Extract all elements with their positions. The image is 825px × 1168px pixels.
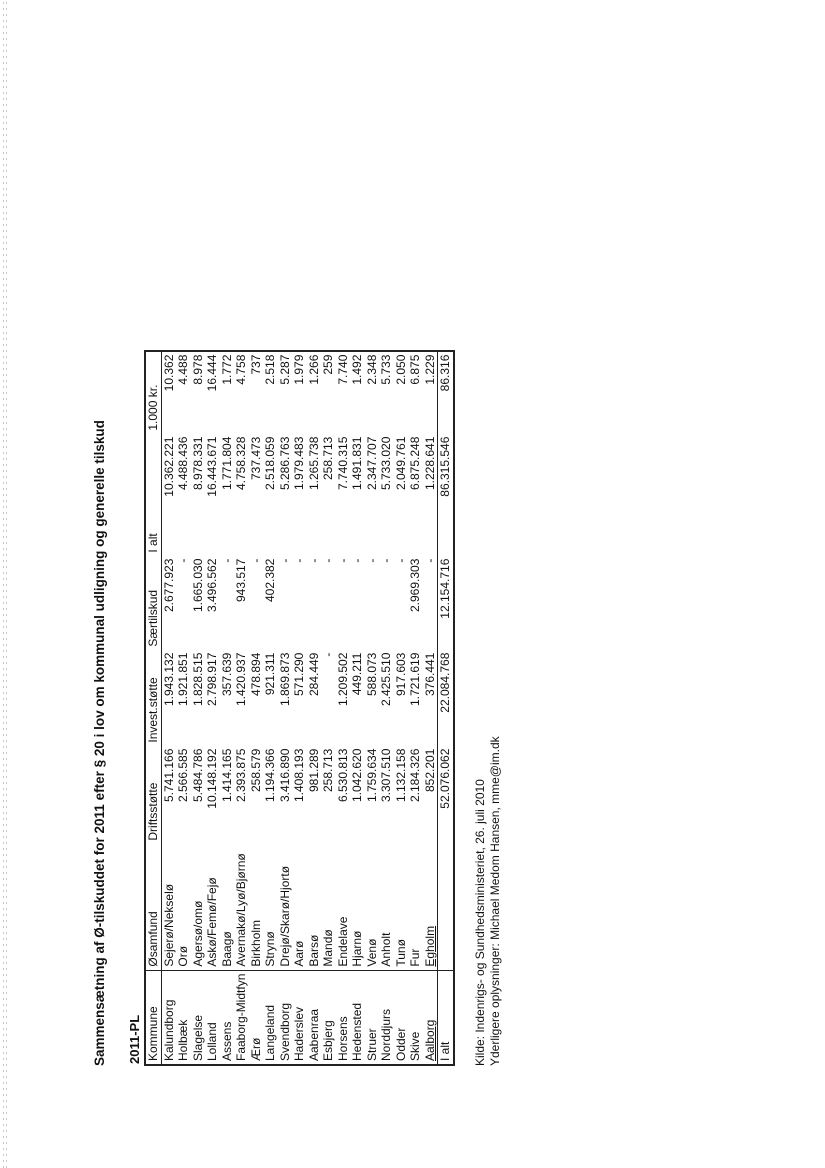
cell-drift: 1.194.366 [263,748,278,803]
cell-invest: 1.420.937 [234,652,249,707]
col-header-i-alt: I alt [145,434,161,556]
cell-drift: 258.579 [248,748,263,793]
col-header-1000-kr: 1.000 kr. [145,351,161,434]
cell-kommune: Lolland [205,1022,220,1061]
cell-ialt: 4.758.328 [234,436,249,491]
cell-kommune: Slagelse [190,1014,205,1061]
cell-saer: 402.382 [263,558,278,603]
cell-oesamfund: Fur [408,844,423,971]
cell-invest: 2.425.510 [379,652,394,707]
cell-tkr: 6.875 [408,354,423,385]
table-subtitle: 2011-PL [127,1014,142,1064]
cell-invest: 2.798.917 [205,652,220,707]
cell-oesamfund: Anholt [379,844,394,971]
cell-drift: 10.148.192 [205,748,220,809]
cell-oesamfund: Egholm [423,844,438,971]
total-cell-saer: 12.154.716 [438,556,454,650]
cell-drift: 1.759.634 [364,748,379,803]
cell-kommune: Ærø [248,1037,263,1061]
cell-ialt: 5.733.020 [379,436,394,491]
cell-oesamfund: Sejerø/Nekselø [161,844,176,971]
cell-invest: - [321,652,336,657]
col-header-kommune: Kommune [145,970,161,1065]
cell-tkr: 5.287 [277,354,292,385]
cell-invest: 1.828.515 [190,652,205,707]
table-row [321,351,336,1065]
cell-saer: - [393,558,408,563]
cell-invest: 478.894 [248,652,263,697]
cell-ialt: 1.771.804 [219,436,234,491]
cell-ialt: 4.488.436 [176,436,191,491]
cell-oesamfund: Endelave [336,844,351,971]
cell-oesamfund: Orø [176,844,191,971]
cell-invest: 1.869.873 [277,652,292,707]
cell-invest: 1.721.619 [408,652,423,707]
cell-kommune: Hedensted [350,1002,365,1061]
table-row [278,351,293,1065]
cell-tkr: 1.772 [219,354,234,385]
cell-tkr: 2.050 [393,354,408,385]
source-note: Kilde: Indenrigs- og Sundhedsministeriet, 26. juli 2010 [472,779,487,1066]
cell-drift: 1.414.165 [219,748,234,803]
cell-invest: 917.603 [393,652,408,697]
cell-oesamfund: Drejø/Skarø/Hjortø [278,844,293,971]
cell-tkr: 1.229 [423,351,438,434]
table-row [176,351,191,1065]
cell-ialt: 5.286.763 [277,436,292,491]
cell-kommune: Horsens [335,1016,350,1061]
table-row [191,351,206,1065]
cell-ialt: 258.713 [321,436,336,481]
cell-drift: 2.184.326 [408,748,423,803]
cell-saer: - [176,558,191,563]
cell-oesamfund: Agersø/omø [191,844,206,971]
cell-drift: 1.408.193 [292,748,307,803]
cell-oesamfund: Strynø [263,844,278,971]
cell-kommune: Langeland [263,1004,278,1061]
cell-invest: 357.639 [219,652,234,697]
cell-saer: 1.665.030 [190,558,205,613]
cell-kommune: Assens [219,1021,234,1061]
cell-ialt: 737.473 [248,436,263,481]
cell-invest: 449.211 [350,652,365,696]
cell-ialt: 6.875.248 [408,436,423,491]
cell-kommune: Norddjurs [379,1008,394,1061]
cell-kommune: Esbjerg [321,1020,336,1061]
cell-drift: 3.416.890 [277,748,292,803]
cell-saer: - [379,558,394,563]
cell-tkr: 5.733 [379,354,394,385]
cell-drift: 2.566.585 [176,748,191,803]
cell-oesamfund: Birkholm [249,844,264,971]
cell-tkr: 8.978 [190,354,205,385]
table-body [161,351,454,1065]
cell-ialt: 1.265.738 [306,436,321,491]
table-row [220,351,235,1065]
footer [473,46,503,1066]
cell-saer: - [423,556,438,650]
cell-ialt: 2.518.059 [263,436,278,491]
tilskud-table [144,350,455,1066]
cell-invest: 1.943.132 [161,652,176,707]
cell-ialt: 7.740.315 [335,436,350,491]
table-row [350,351,365,1065]
cell-ialt: 8.978.331 [190,436,205,491]
total-cell-label: I alt [438,970,454,1065]
cell-saer: - [335,558,350,563]
cell-tkr: 259 [321,354,336,375]
total-row [438,351,454,1065]
cell-kommune: Aabenraa [306,1008,321,1061]
cell-saer: 943.517 [234,558,249,603]
table-row [336,351,351,1065]
cell-kommune: Haderslev [292,1006,307,1061]
cell-drift: 1.132.158 [393,748,408,803]
cell-ialt: 1.979.483 [292,436,307,491]
cell-invest: 588.073 [364,652,379,697]
table-header-row [145,351,161,1065]
cell-tkr: 10.362 [161,354,176,392]
cell-invest: 284.449 [306,652,321,697]
cell-oesamfund: Hjarnø [350,844,365,971]
table-row [292,351,307,1065]
col-header-oesamfund: Øsamfund [145,844,161,971]
cell-drift: 981.289 [306,748,321,793]
cell-drift: 3.307.510 [379,748,394,803]
cell-tkr: 1.979 [292,354,307,385]
cell-tkr: 1.266 [306,354,321,385]
cell-drift: 5.484.786 [190,748,205,803]
col-header-investstoette: Invest.støtte [145,650,161,746]
cell-oesamfund: Tunø [394,844,409,971]
total-cell-empty [438,844,454,971]
table-row [423,351,438,1065]
cell-oesamfund: Aarø [292,844,307,971]
cell-saer: - [219,558,234,563]
cell-oesamfund: Avernakø/Lyø/Bjørnø [234,844,249,971]
cell-saer: 2.677.923 [161,558,176,613]
cell-tkr: 1.492 [350,354,365,385]
cell-saer: - [292,558,307,563]
cell-drift: 1.042.620 [350,748,365,803]
cell-tkr: 4.488 [176,354,191,385]
table-row [408,351,423,1065]
cell-oesamfund: Mandø [321,844,336,971]
total-cell-tkr: 86.316 [438,351,454,434]
total-cell-invest: 22.084.768 [438,650,454,746]
rotated-document [92,46,512,1066]
cell-tkr: 4.758 [234,354,249,385]
total-cell-drift: 52.076.062 [438,746,454,844]
cell-invest: 1.921.851 [176,652,191,707]
cell-kommune: Svendborg [277,1002,292,1061]
cell-oesamfund: Venø [365,844,380,971]
cell-drift: 258.713 [321,748,336,793]
cell-kommune: Struer [364,1028,379,1061]
contact-note: Yderligere oplysninger: Michael Medom Hansen, mme@im.dk [487,736,502,1066]
cell-saer: 3.496.562 [205,558,220,613]
document-title: Sammensætning af Ø-tilskuddet for 2011 efter § 20 i lov om kommunal udligning og generelle tilskud [92,420,107,1066]
cell-tkr: 2.348 [364,354,379,385]
cell-kommune: Kalundborg [161,999,176,1061]
cell-tkr: 737 [248,354,263,375]
table-row [394,351,409,1065]
cell-saer: 2.969.303 [408,558,423,613]
cell-drift: 5.741.166 [161,748,176,803]
cell-kommune: Faaborg-Midtfyn [234,973,249,1061]
cell-kommune: Holbæk [176,1019,191,1061]
cell-ialt: 16.443.671 [205,436,220,497]
cell-ialt: 1.491.831 [350,436,365,491]
cell-invest: 921.311 [263,652,278,696]
total-cell-ialt: 86.315.546 [438,434,454,556]
table-row [249,351,264,1065]
scan-edge-dots [2,0,8,1168]
cell-ialt: 2.347.707 [364,436,379,491]
cell-oesamfund: Barsø [307,844,322,971]
cell-kommune: Odder [393,1027,408,1061]
cell-saer: - [248,558,263,563]
cell-saer: - [277,558,292,563]
cell-saer: - [364,558,379,563]
cell-drift: 6.530.813 [335,748,350,803]
table-row [205,351,220,1065]
table-row [161,351,176,1065]
cell-invest: 376.441 [423,650,438,746]
cell-invest: 571.290 [292,652,307,697]
cell-ialt: 1.228.641 [423,434,438,556]
cell-tkr: 16.444 [205,354,220,392]
table-row [365,351,380,1065]
cell-saer: - [321,558,336,563]
cell-kommune: Aalborg [423,970,438,1065]
table-row [234,351,249,1065]
cell-ialt: 2.049.761 [393,436,408,491]
col-header-saertilskud: Særtilskud [145,556,161,650]
cell-invest: 1.209.502 [335,652,350,707]
cell-kommune: Skive [408,1031,423,1061]
cell-oesamfund: Askø/Femø/Fejø [205,844,220,971]
cell-tkr: 7.740 [335,354,350,385]
cell-ialt: 10.362.221 [161,436,176,497]
cell-tkr: 2.518 [263,354,278,385]
cell-saer: - [306,558,321,563]
cell-oesamfund: Baagø [220,844,235,971]
table-row [379,351,394,1065]
table-row [263,351,278,1065]
table-row [307,351,322,1065]
cell-saer: - [350,558,365,563]
cell-drift: 2.393.875 [234,748,249,803]
col-header-driftsstoette: Driftsstøtte [145,746,161,844]
cell-drift: 852.201 [423,746,438,844]
